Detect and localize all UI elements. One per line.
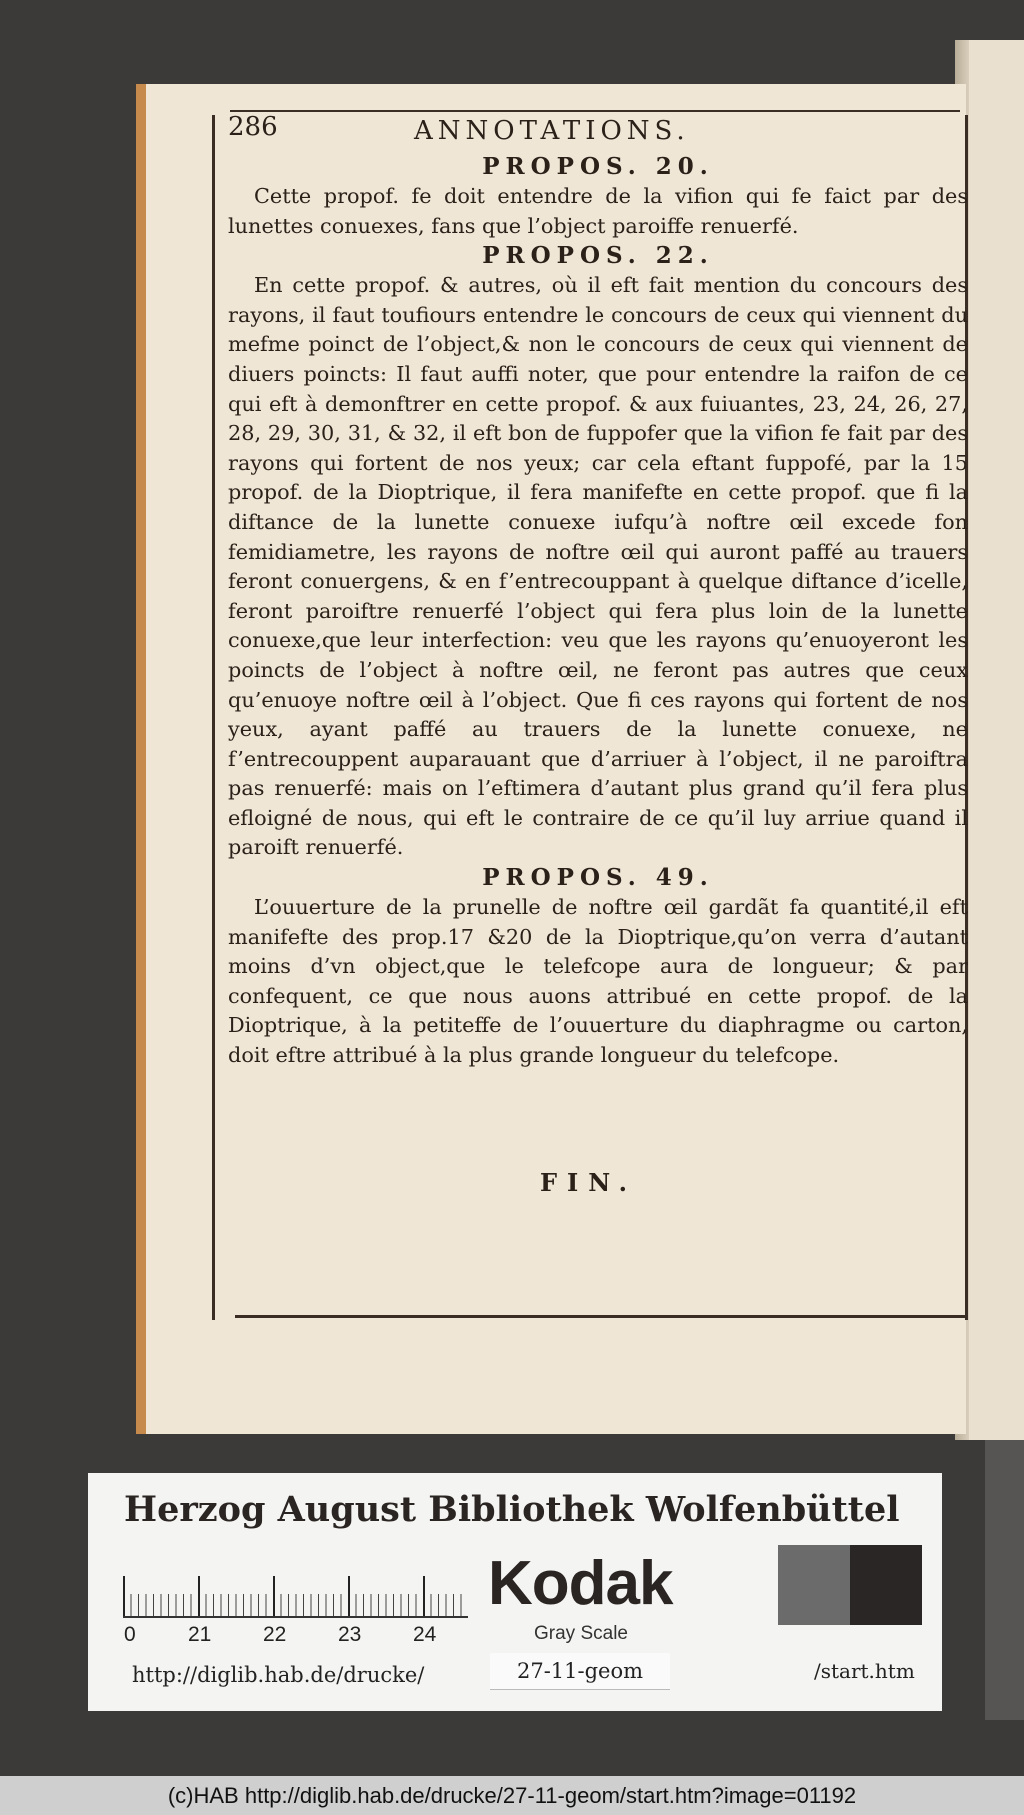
paragraph: En cette propof. & autres, où il eft fait mention du concours des rayons, il faut toufiours entendre le concours de ceux qui viennent du mefme poinct de l’object,& non le concours de ceux qui viennent de diuers poincts: Il faut auffi noter, que pour entendre la raifon de ce qui eft à demonftrer en cette propof. & aux fuiuantes, 23, 24, 26, 27, 28, 29, 30, 31, & 32, il eft bon de fuppofer que la vifion fe fait par des rayons qui fortent de nos yeux; car cela eftant fuppofé, par la 15 propof. de la Dioptrique, il fera manifefte en cette propof. que fi la diftance de la lunette conuexe iufqu’à noftre œil excede fon femidiametre, les rayons de noftre œil qui auront paffé au trauers feront conuergens, & en f’entrecouppant à quelque diftance d’icelle, feront paroiftre renuerfé l’object qui fera plus loin de la lunette conuexe,que leur interfection: veu que les rayons qu’enuoyeront les poincts de l’object à noftre œil, ne feront pas autres que ceux qu’enuoye noftre œil à l’object. Que fi ces rayons qui fortent de nos yeux, ayant paffé au trauers de la lunette conuexe, ne f’entrecouppent auparauant que d’arriuer à l’object, il ne paroiftra pas renuerfé: mais on l’eftimera d’autant plus grand qu’il fera plus efloigné de nous, qui eft le contraire de ce qu’il luy arriue quand il paroift renuerfé.: [228, 273, 968, 860]
adjacent-page-lower: [985, 1440, 1024, 1720]
ruler-tick: [273, 1576, 275, 1616]
page-frame-bottom: [235, 1315, 965, 1318]
shelfmark-code: 27-11-geom: [490, 1653, 670, 1690]
adjacent-page-edge: [960, 40, 1024, 1440]
ruler-tick: [423, 1576, 425, 1616]
start-url: /start.htm: [814, 1659, 915, 1683]
ruler-label: 0: [124, 1623, 136, 1646]
paragraph: Cette propof. fe doit entendre de la vifion qui fe faict par des lunettes conuexes, fans que l’object paroiffe renuerfé.: [228, 184, 968, 238]
running-head: [228, 112, 968, 152]
section-heading: PROPOS. 49.: [482, 864, 714, 892]
running-title: ANNOTATIONS.: [414, 116, 690, 146]
page-frame-left: [212, 115, 215, 1320]
gray-swatch-dark: [850, 1545, 922, 1625]
fin-mark: FIN.: [540, 1168, 638, 1197]
gray-swatch-mid: [778, 1545, 850, 1625]
library-title: Herzog August Bibliothek Wolfenbüttel: [124, 1489, 900, 1530]
ruler-label: 22: [263, 1623, 287, 1646]
library-url: http://diglib.hab.de/drucke/: [132, 1663, 425, 1687]
footer-copyright: (c)HAB http://diglib.hab.de/drucke/27-11-geom/start.htm?image=01192: [0, 1776, 1024, 1815]
ruler-tick: [198, 1576, 200, 1616]
ruler-label: 21: [188, 1623, 212, 1646]
kodak-logo: Kodak: [488, 1549, 673, 1618]
library-scan-card: [88, 1473, 942, 1711]
ruler-tick: [348, 1576, 350, 1616]
gray-scale-label: Gray Scale: [534, 1623, 628, 1644]
paragraph: L’ouuerture de la prunelle de noftre œil gardãt fa quantité,il eft manifefte des prop.17 &20 de la Dioptrique,qu’on verra d’autant moins d’vn object,que le telefcope aura de longueur; & par confequent, ce que nous auons attribué en cette propof. de la Dioptrique, à la petiteffe de l’ouuerture du diaphragme ou carton, doit eftre attribué à la plus grande longueur du telefcope.: [228, 895, 968, 1068]
section-heading: PROPOS. 22.: [482, 242, 714, 270]
page-number: 286: [228, 112, 278, 142]
ruler-tick: [123, 1576, 125, 1616]
ruler-label: 23: [338, 1623, 362, 1646]
gray-swatch-white: [698, 1545, 778, 1625]
page-text: [228, 112, 968, 1071]
ruler-label: 24: [413, 1623, 437, 1646]
section-heading: PROPOS. 20.: [482, 153, 714, 180]
ruler: [123, 1561, 468, 1618]
